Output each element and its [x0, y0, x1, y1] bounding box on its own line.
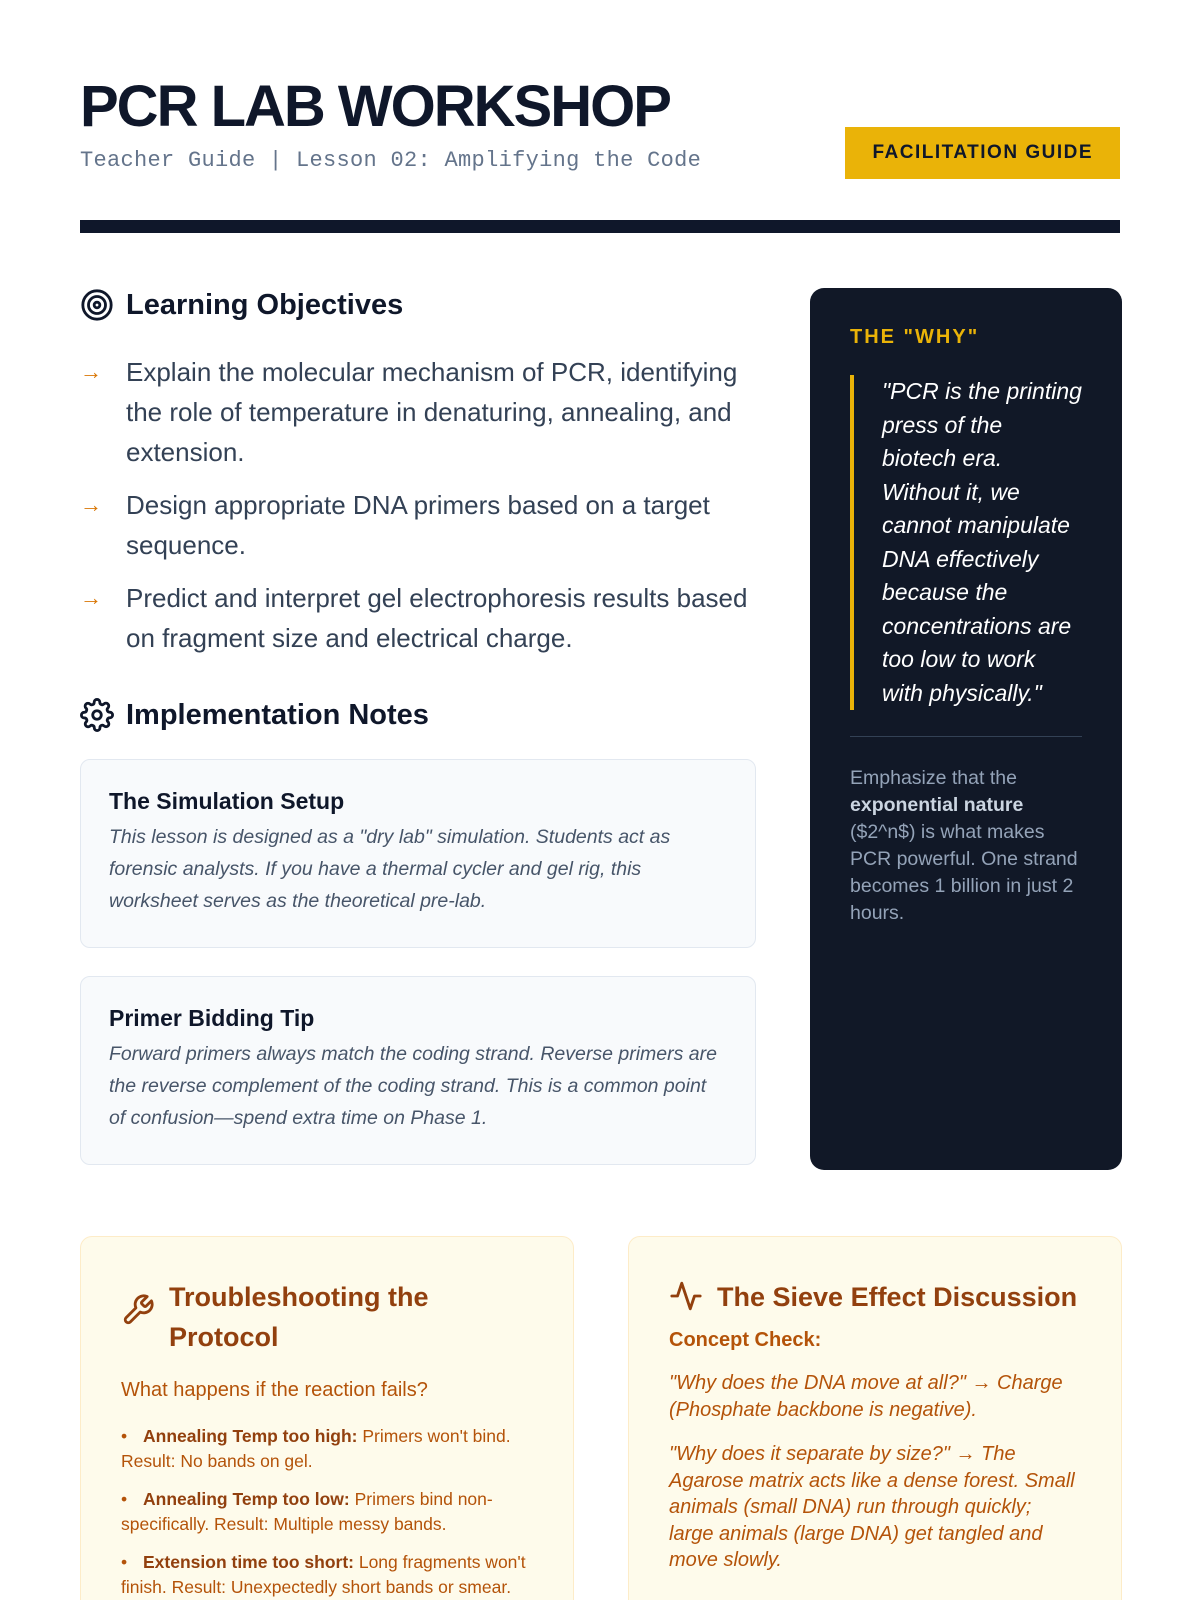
list-item: • Annealing Temp too high: Primers won't bind. Result: No bands on gel.	[121, 1426, 511, 1471]
concept-question: "Why does it separate by size?" → The Agarose matrix acts like a dense forest. Small animals (small DNA) run through quickly; large animals (large DNA) get tangled and move slowly.	[669, 1443, 1075, 1571]
divider	[850, 736, 1082, 737]
list-item	[80, 352, 756, 472]
objective-text: Predict and interpret gel electrophoresis results based on fragment size and electrical charge.	[126, 583, 748, 653]
sieve-heading-label: The Sieve Effect Discussion	[717, 1282, 1078, 1312]
objective-text: Explain the molecular mechanism of PCR, identifying the role of temperature in denaturing, annealing, and extension.	[126, 357, 738, 467]
note-card-body: This lesson is designed as a "dry lab" simulation. Students act as forensic analysts. If you have a thermal cycler and gel rig, this worksheet serves as the theoretical pre-lab.	[109, 826, 671, 912]
troubleshooting-question: What happens if the reaction fails?	[121, 1379, 428, 1401]
issue-label: Annealing Temp too high:	[143, 1426, 358, 1446]
list-item	[80, 485, 756, 565]
why-label: THE "WHY"	[850, 326, 980, 348]
arrow-right-icon: →	[80, 359, 102, 384]
sieve-heading	[669, 1277, 1081, 1317]
gear-icon	[80, 698, 114, 732]
list-item: • Annealing Temp too low: Primers bind non-specifically. Result: Multiple messy bands.	[121, 1489, 493, 1534]
list-item	[80, 578, 756, 658]
why-quote: "PCR is the printing press of the biotech era. Without it, we cannot manipulate DNA effectively because the concentrations are too low to work with physically."	[850, 375, 1082, 710]
arrow-right-icon: →	[80, 492, 102, 517]
objectives-heading-label: Learning Objectives	[126, 288, 404, 321]
implementation-heading-label: Implementation Notes	[126, 698, 429, 731]
concept-question: "Why does the DNA move at all?" → Charge (Phosphate backbone is negative).	[669, 1372, 1063, 1421]
why-note-emphasis: exponential nature	[850, 794, 1024, 816]
page-title: PCR LAB WORKSHOP	[80, 74, 670, 139]
why-sidebar	[810, 288, 1122, 1170]
issue-label: Extension time too short:	[143, 1552, 354, 1572]
note-card-simulation	[80, 759, 756, 948]
wrench-icon	[121, 1293, 155, 1327]
troubleshooting-card	[80, 1236, 574, 1600]
note-card-title: The Simulation Setup	[109, 788, 345, 814]
troubleshooting-heading	[121, 1277, 533, 1357]
concept-check-label: Concept Check:	[669, 1329, 822, 1351]
note-card-title: Primer Bidding Tip	[109, 1005, 315, 1031]
objective-text: Design appropriate DNA primers based on a target sequence.	[126, 490, 710, 560]
list-item: • Extension time too short: Long fragments won't finish. Result: Unexpectedly short bands or smear.	[121, 1552, 526, 1597]
header-rule	[80, 220, 1120, 233]
page-subtitle: Teacher Guide | Lesson 02: Amplifying the Code	[80, 148, 702, 173]
why-note-text: ($2^n$) is what makes PCR powerful. One strand becomes 1 billion in just 2 hours.	[850, 821, 1078, 924]
target-icon	[80, 288, 114, 322]
sieve-card	[628, 1236, 1122, 1600]
issue-text: Primers bind non-specifically. Result: Multiple messy bands.	[121, 1489, 493, 1534]
objectives-list	[80, 352, 756, 658]
implementation-heading	[80, 698, 756, 732]
note-card-primer	[80, 976, 756, 1165]
why-note	[850, 765, 1082, 927]
objectives-heading	[80, 288, 756, 322]
why-note-text: Emphasize that the	[850, 767, 1017, 789]
page-header	[80, 74, 1120, 238]
issue-text: Primers won't bind. Result: No bands on gel.	[121, 1426, 511, 1471]
activity-icon	[669, 1279, 703, 1313]
issue-text: Long fragments won't finish. Result: Unexpectedly short bands or smear.	[121, 1552, 526, 1597]
troubleshooting-heading-label: Troubleshooting the Protocol	[169, 1282, 429, 1352]
facilitation-badge: FACILITATION GUIDE	[845, 127, 1120, 179]
main-column	[80, 288, 756, 1165]
arrow-right-icon: →	[80, 585, 102, 610]
issue-label: Annealing Temp too low:	[143, 1489, 350, 1509]
note-card-body: Forward primers always match the coding strand. Reverse primers are the reverse complement of the coding strand. This is a common point of confusion—spend extra time on Phase 1.	[109, 1043, 717, 1129]
troubleshooting-list	[121, 1424, 533, 1600]
